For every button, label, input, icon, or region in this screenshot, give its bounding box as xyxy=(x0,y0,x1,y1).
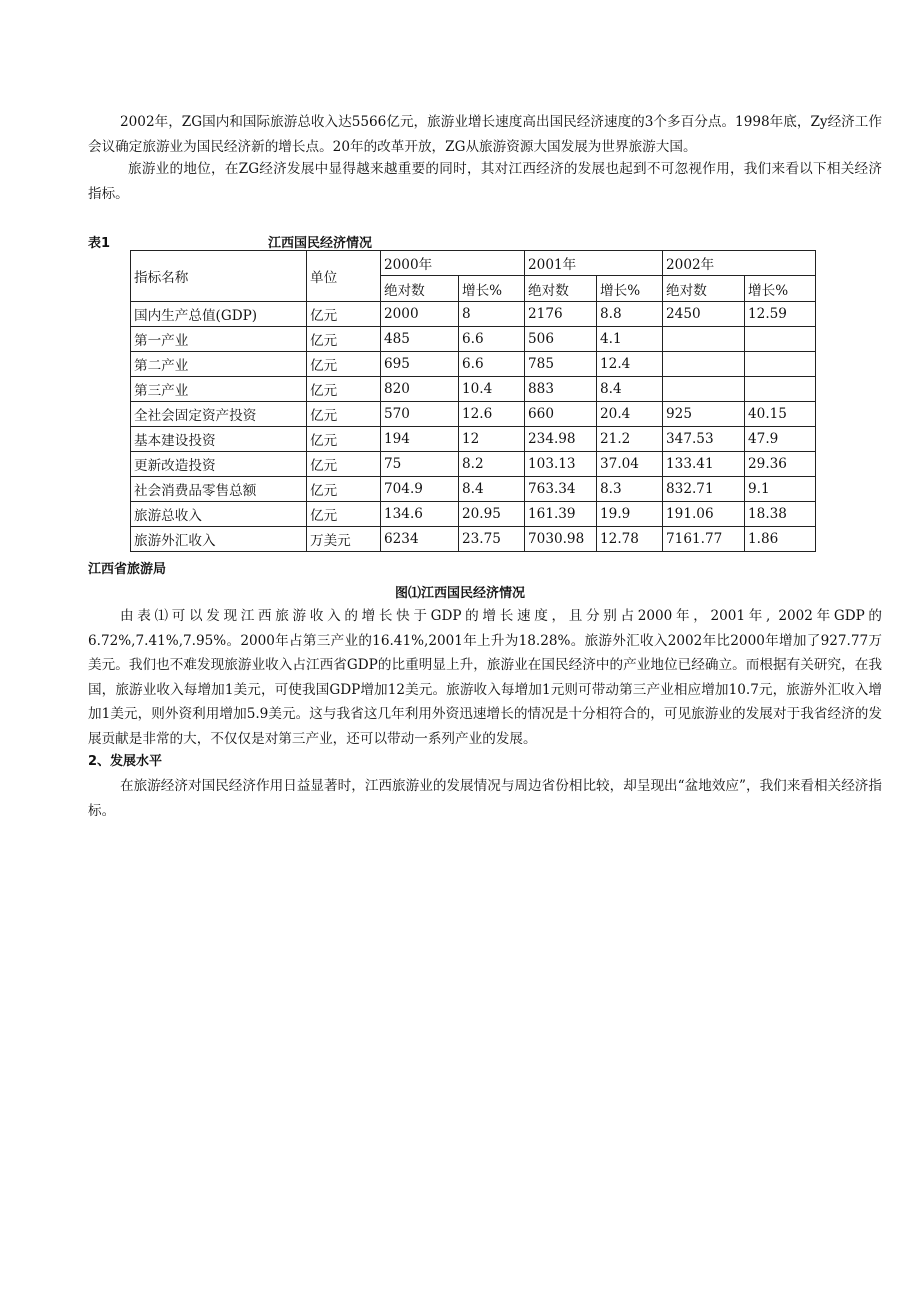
table-cell: 20.4 xyxy=(597,402,663,427)
table-cell: 194 xyxy=(381,427,459,452)
table-cell: 8.4 xyxy=(459,477,525,502)
table-cell: 全社会固定资产投资 xyxy=(131,402,307,427)
subheader-absolute: 绝对数 xyxy=(525,276,597,302)
table-cell: 133.41 xyxy=(663,452,745,477)
table-cell: 亿元 xyxy=(307,352,381,377)
table-row xyxy=(131,402,816,427)
table-body xyxy=(131,251,816,552)
table-cell xyxy=(745,352,816,377)
subheader-growth: 增长% xyxy=(597,276,663,302)
subheader-absolute: 绝对数 xyxy=(381,276,459,302)
table-cell: 9.1 xyxy=(745,477,816,502)
table-cell: 社会消费品零售总额 xyxy=(131,477,307,502)
table-cell: 亿元 xyxy=(307,452,381,477)
table-cell: 6234 xyxy=(381,527,459,552)
table-cell: 亿元 xyxy=(307,402,381,427)
table-cell: 883 xyxy=(525,377,597,402)
table-cell: 8.3 xyxy=(597,477,663,502)
table-cell: 485 xyxy=(381,327,459,352)
subheader-absolute: 绝对数 xyxy=(663,276,745,302)
table-cell: 6.6 xyxy=(459,352,525,377)
header-year-2000: 2000年 xyxy=(381,251,525,276)
table-cell: 亿元 xyxy=(307,427,381,452)
table-cell: 29.36 xyxy=(745,452,816,477)
table-cell: 2000 xyxy=(381,302,459,327)
figure-caption: 图⑴江西国民经济情况 xyxy=(394,586,525,601)
table-cell: 75 xyxy=(381,452,459,477)
table-cell: 161.39 xyxy=(525,502,597,527)
table-cell: 103.13 xyxy=(525,452,597,477)
table-cell: 704.9 xyxy=(381,477,459,502)
table-row xyxy=(131,452,816,477)
table-cell xyxy=(745,377,816,402)
table-cell: 亿元 xyxy=(307,327,381,352)
table-cell: 832.71 xyxy=(663,477,745,502)
table-cell: 12 xyxy=(459,427,525,452)
table-cell: 第三产业 xyxy=(131,377,307,402)
table-cell: 570 xyxy=(381,402,459,427)
table-cell: 万美元 xyxy=(307,527,381,552)
table-cell: 更新改造投资 xyxy=(131,452,307,477)
header-indicator: 指标名称 xyxy=(131,251,307,302)
table-cell: 旅游总收入 xyxy=(131,502,307,527)
table-cell: 19.9 xyxy=(597,502,663,527)
table-row xyxy=(131,352,816,377)
table-row xyxy=(131,302,816,327)
table-cell: 2176 xyxy=(525,302,597,327)
table-cell: 7030.98 xyxy=(525,527,597,552)
table-row xyxy=(131,477,816,502)
table-cell: 10.4 xyxy=(459,377,525,402)
analysis-paragraph: 由表⑴可以发现江西旅游收入的增长快于GDP的增长速度，且分别占2000年，2001年, 2002年GDP的6.72%,7.41%,7.95%。2000年占第三产业的16.41%,2001年上升为18.28%。旅游外汇收入2002年比2000年增加了927.77万美元。我们也不难发现旅游业收入占江西省GDP的比重明显上升，旅游业在国民经济中的产业地位已经确立。而根据有关研究，在我国，旅游业收入每增加1美元，可使我国GDP增加12美元。旅游收入每增加1元则可带动第三产业相应增加10.7元，旅游外汇收入增加1美元，则外资利用增加5.9美元。这与我省这几年利用外资迅速增长的情况是十分相符合的，可见旅游业的发展对于我省经济的发展贡献是非常的大，不仅仅是对第三产业，还可以带动一系列产业的发展。 xyxy=(88,608,882,747)
table-cell xyxy=(745,327,816,352)
table-cell: 基本建设投资 xyxy=(131,427,307,452)
table-cell: 23.75 xyxy=(459,527,525,552)
intro-paragraph: 2002年，ZG国内和国际旅游总收入达5566亿元，旅游业增长速度高出国民经济速度的3个多百分点。1998年底，Zy经济工作会议确定旅游业为国民经济新的增长点。20年的改革开放，ZG从旅游资源大国发展为世界旅游大国。 xyxy=(88,114,882,155)
table-cell: 旅游外汇收入 xyxy=(131,527,307,552)
table-label: 表1 xyxy=(88,236,111,251)
table-cell: 4.1 xyxy=(597,327,663,352)
table-row xyxy=(131,327,816,352)
table-cell: 20.95 xyxy=(459,502,525,527)
table-cell: 18.38 xyxy=(745,502,816,527)
table-cell: 12.4 xyxy=(597,352,663,377)
table-cell: 695 xyxy=(381,352,459,377)
status-paragraph: 旅游业的地位，在ZG经济发展中显得越来越重要的同时，其对江西经济的发展也起到不可忽视作用，我们来看以下相关经济指标。 xyxy=(88,161,882,202)
section-heading: 2、发展水平 xyxy=(88,754,163,769)
table-cell: 660 xyxy=(525,402,597,427)
table-cell: 47.9 xyxy=(745,427,816,452)
comparison-paragraph: 在旅游经济对国民经济作用日益显著时，江西旅游业的发展情况与周边省份相比较，却呈现出“盆地效应”，我们来看相关经济指标。 xyxy=(88,778,882,819)
table-row xyxy=(131,377,816,402)
table-cell: 763.34 xyxy=(525,477,597,502)
table-row xyxy=(131,527,816,552)
table-cell: 亿元 xyxy=(307,377,381,402)
table-cell: 134.6 xyxy=(381,502,459,527)
table-cell: 8.2 xyxy=(459,452,525,477)
table-cell: 2450 xyxy=(663,302,745,327)
table-cell: 亿元 xyxy=(307,502,381,527)
table-cell: 8.4 xyxy=(597,377,663,402)
economy-table xyxy=(130,250,816,552)
table-cell: 820 xyxy=(381,377,459,402)
table-cell: 12.59 xyxy=(745,302,816,327)
table-cell: 第一产业 xyxy=(131,327,307,352)
table-row xyxy=(131,502,816,527)
table-cell xyxy=(663,327,745,352)
table-cell: 8.8 xyxy=(597,302,663,327)
table-cell: 第二产业 xyxy=(131,352,307,377)
subheader-growth: 增长% xyxy=(745,276,816,302)
table-source: 江西省旅游局 xyxy=(88,562,167,577)
header-year-2001: 2001年 xyxy=(525,251,663,276)
table-cell: 12.78 xyxy=(597,527,663,552)
header-year-2002: 2002年 xyxy=(663,251,816,276)
table-header-row xyxy=(131,251,816,276)
table-row xyxy=(131,427,816,452)
table-cell: 37.04 xyxy=(597,452,663,477)
table-cell: 234.98 xyxy=(525,427,597,452)
table-cell: 347.53 xyxy=(663,427,745,452)
table-cell: 国内生产总值(GDP) xyxy=(131,302,307,327)
table-cell: 785 xyxy=(525,352,597,377)
header-unit: 单位 xyxy=(307,251,381,302)
table-cell: 1.86 xyxy=(745,527,816,552)
table-cell xyxy=(663,352,745,377)
table-cell: 6.6 xyxy=(459,327,525,352)
table-cell: 亿元 xyxy=(307,477,381,502)
table-cell: 925 xyxy=(663,402,745,427)
table-cell: 40.15 xyxy=(745,402,816,427)
table-cell: 21.2 xyxy=(597,427,663,452)
table-cell xyxy=(663,377,745,402)
table-cell: 7161.77 xyxy=(663,527,745,552)
table-cell: 12.6 xyxy=(459,402,525,427)
table-title: 江西国民经济情况 xyxy=(268,236,373,251)
table-cell: 191.06 xyxy=(663,502,745,527)
table-cell: 亿元 xyxy=(307,302,381,327)
table-cell: 506 xyxy=(525,327,597,352)
table-cell: 8 xyxy=(459,302,525,327)
subheader-growth: 增长% xyxy=(459,276,525,302)
